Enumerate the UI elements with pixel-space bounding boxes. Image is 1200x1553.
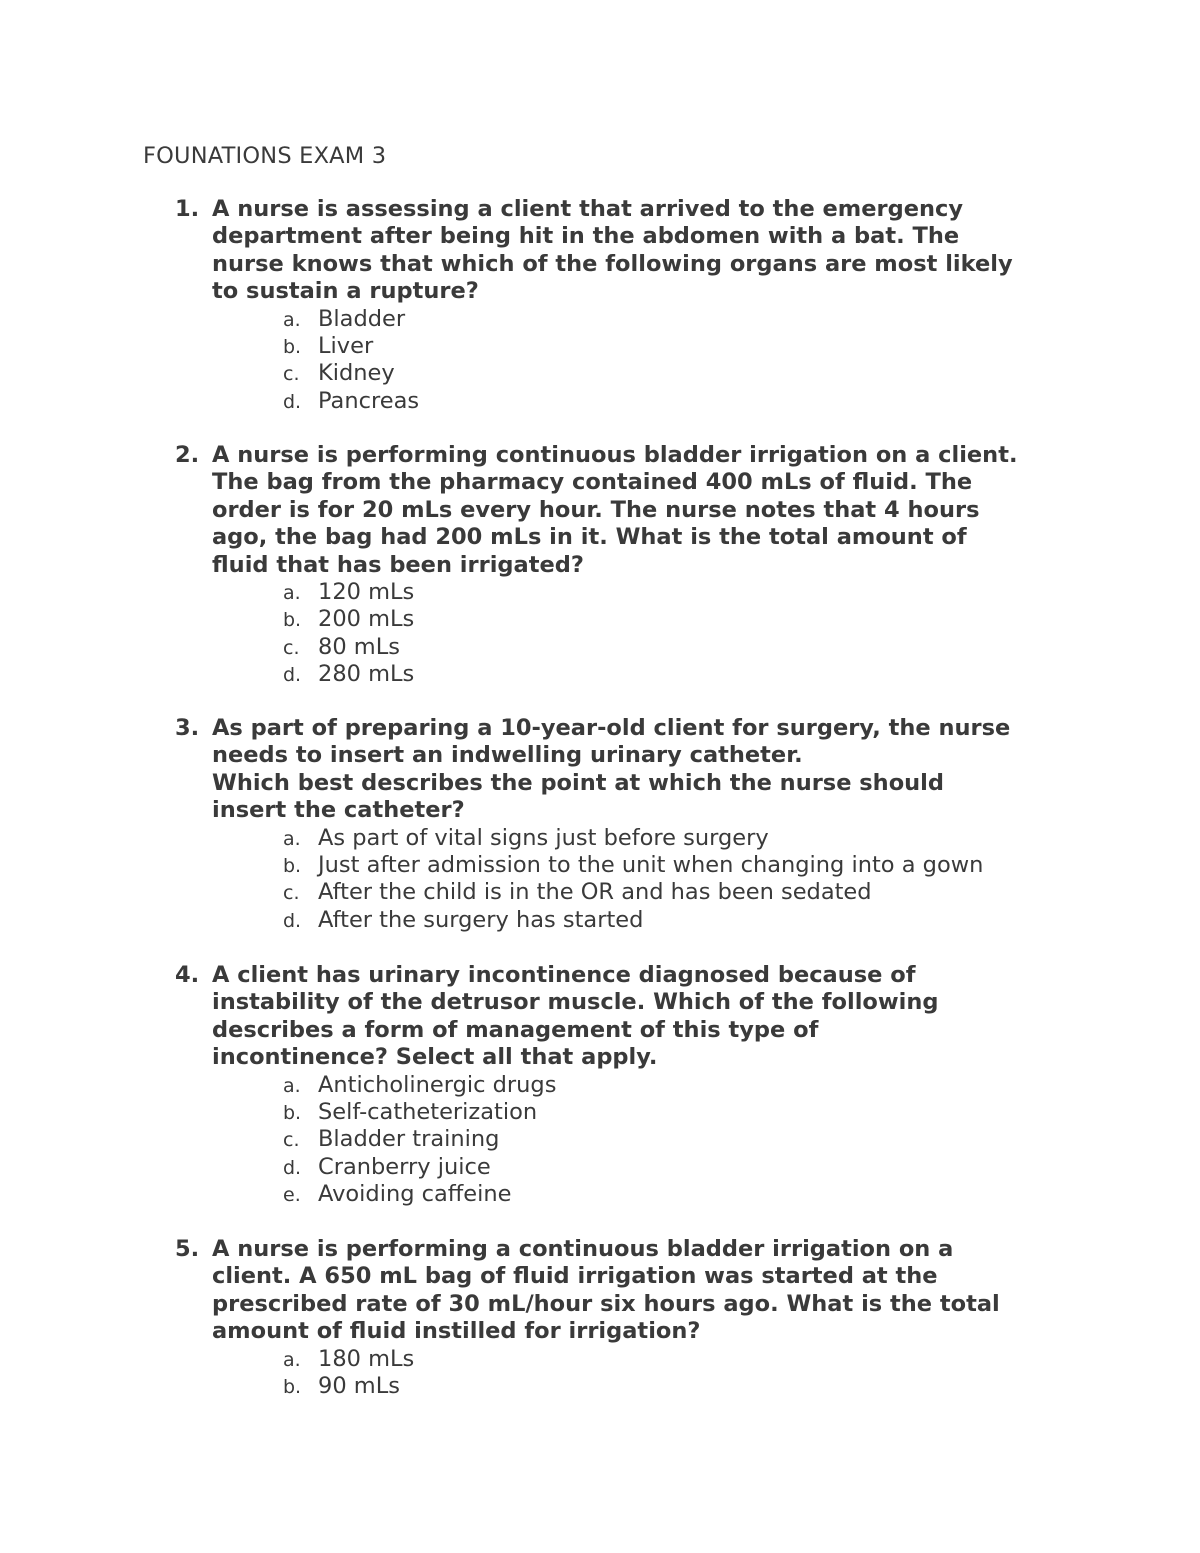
option-letter: b.	[283, 855, 302, 878]
answer-options	[175, 306, 1075, 416]
question-line: order is for 20 mLs every hour. The nurse notes that 4 hours	[212, 496, 980, 523]
answer-option	[175, 579, 1075, 606]
question-3	[175, 715, 1075, 934]
option-text: 80 mLs	[318, 633, 400, 660]
question-line: needs to insert an indwelling urinary catheter.	[212, 742, 803, 769]
question-line: A nurse is performing continuous bladder irrigation on a client.	[212, 442, 1018, 468]
question-line: ago, the bag had 200 mLs in it. What is the total amount of	[212, 524, 967, 551]
option-letter: c.	[283, 636, 300, 659]
option-letter: d.	[283, 390, 302, 413]
answer-option	[175, 1099, 1075, 1126]
question-number: 3.	[175, 715, 200, 741]
option-text: After the child is in the OR and has been sedated	[318, 879, 872, 906]
option-text: Self-catheterization	[318, 1099, 538, 1126]
option-text: 180 mLs	[318, 1345, 415, 1372]
option-letter: b.	[283, 336, 302, 359]
option-letter: b.	[283, 1102, 302, 1125]
option-letter: d.	[283, 1156, 302, 1179]
answer-options	[175, 579, 1075, 689]
option-letter: d.	[283, 664, 302, 687]
answer-option	[175, 388, 1075, 415]
option-letter: b.	[283, 1376, 302, 1399]
option-text: 200 mLs	[318, 606, 415, 633]
question-stem	[175, 1236, 1075, 1346]
answer-option	[175, 852, 1075, 879]
question-stem	[175, 442, 1075, 579]
option-letter: a.	[283, 1074, 301, 1097]
option-text: 120 mLs	[318, 579, 415, 606]
option-letter: c.	[283, 1129, 300, 1152]
answer-options	[175, 1072, 1075, 1209]
question-line: incontinence? Select all that apply.	[212, 1044, 658, 1071]
answer-option	[175, 1346, 1075, 1373]
question-line: instability of the detrusor muscle. Which of the following	[212, 989, 939, 1016]
question-line: Which best describes the point at which the nurse should	[212, 769, 944, 796]
question-4	[175, 962, 1075, 1209]
question-line: A nurse is assessing a client that arrived to the emergency	[212, 196, 963, 222]
question-number: 4.	[175, 962, 200, 988]
question-line: department after being hit in the abdomen with a bat. The	[212, 223, 960, 250]
option-text: After the surgery has started	[318, 906, 644, 933]
option-text: Kidney	[318, 360, 395, 387]
option-text: 90 mLs	[318, 1373, 400, 1400]
answer-options	[175, 1346, 1075, 1401]
answer-option	[175, 333, 1075, 360]
answer-option	[175, 1072, 1075, 1099]
option-letter: c.	[283, 882, 300, 905]
option-text: Pancreas	[318, 387, 420, 414]
option-text: Cranberry juice	[318, 1153, 491, 1180]
answer-option	[175, 1181, 1075, 1208]
option-text: As part of vital signs just before surgery	[318, 824, 769, 851]
answer-option	[175, 360, 1075, 387]
question-number: 2.	[175, 442, 200, 468]
answer-option	[175, 907, 1075, 934]
option-text: Bladder training	[318, 1126, 500, 1153]
question-line: insert the catheter?	[212, 797, 465, 824]
document-title: FOUNATIONS EXAM 3	[143, 143, 387, 169]
answer-option	[175, 306, 1075, 333]
answer-option	[175, 1154, 1075, 1181]
question-stem	[175, 196, 1075, 306]
question-line: A client has urinary incontinence diagnosed because of	[212, 962, 916, 988]
option-text: Anticholinergic drugs	[318, 1071, 557, 1098]
question-line: As part of preparing a 10-year-old client for surgery, the nurse	[212, 715, 1011, 741]
question-stem	[175, 962, 1075, 1072]
question-5	[175, 1236, 1075, 1400]
answer-option	[175, 1126, 1075, 1153]
option-letter: a.	[283, 582, 301, 605]
option-text: Just after admission to the unit when changing into a gown	[318, 852, 984, 879]
question-number: 1.	[175, 196, 200, 222]
question-stem	[175, 715, 1075, 825]
option-letter: a.	[283, 1348, 301, 1371]
answer-options	[175, 825, 1075, 935]
question-line: client. A 650 mL bag of fluid irrigation was started at the	[212, 1263, 938, 1290]
question-line: prescribed rate of 30 mL/hour six hours ago. What is the total	[212, 1290, 1000, 1317]
question-2	[175, 442, 1075, 689]
question-line: The bag from the pharmacy contained 400 mLs of fluid. The	[212, 469, 973, 496]
question-number: 5.	[175, 1236, 200, 1262]
option-letter: a.	[283, 827, 301, 850]
option-letter: d.	[283, 909, 302, 932]
question-line: A nurse is performing a continuous bladder irrigation on a	[212, 1236, 954, 1262]
option-text: 280 mLs	[318, 661, 415, 688]
question-1	[175, 196, 1075, 415]
answer-option	[175, 825, 1075, 852]
question-line: to sustain a rupture?	[212, 278, 479, 305]
question-line: describes a form of management of this type of	[212, 1016, 819, 1043]
option-letter: e.	[283, 1184, 301, 1207]
option-letter: a.	[283, 308, 301, 331]
answer-option	[175, 661, 1075, 688]
option-text: Liver	[318, 333, 374, 360]
option-letter: b.	[283, 609, 302, 632]
answer-option	[175, 1373, 1075, 1400]
answer-option	[175, 879, 1075, 906]
question-line: fluid that has been irrigated?	[212, 551, 584, 578]
answer-option	[175, 606, 1075, 633]
option-text: Bladder	[318, 305, 406, 332]
question-line: amount of fluid instilled for irrigation?	[212, 1318, 701, 1345]
answer-option	[175, 634, 1075, 661]
option-letter: c.	[283, 363, 300, 386]
option-text: Avoiding caffeine	[318, 1181, 512, 1208]
question-line: nurse knows that which of the following organs are most likely	[212, 250, 1013, 277]
